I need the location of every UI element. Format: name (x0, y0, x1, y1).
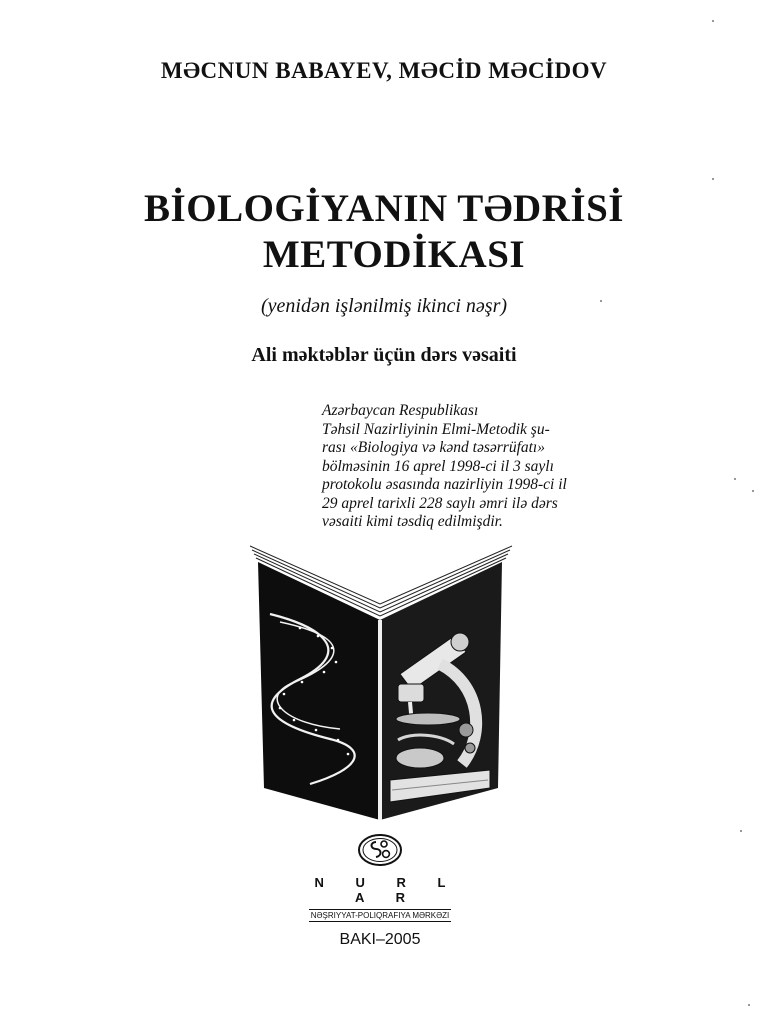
approval-line: Təhsil Nazirliyinin Elmi-Metodik şu- (322, 420, 550, 438)
approval-line: protokolu əsasında nazirliyin 1998-ci il (322, 476, 567, 493)
publisher-name: N U R L A R (314, 875, 460, 905)
place-and-year: BAKI–2005 (339, 931, 421, 948)
approval-line: vəsaiti kimi təsdiq edilmişdir. (322, 513, 503, 530)
approval-note (322, 402, 682, 532)
nurlar-logo-icon (356, 832, 404, 868)
approval-line: 29 aprel tarixli 228 saylı əmri ilə dərs (322, 494, 558, 512)
approval-line: Azərbaycan Respublikası (322, 402, 479, 419)
book-title-line-1: BİOLOGİYANIN TƏDRİSİ (144, 187, 624, 230)
book-title-line-2: METODİKASI (262, 233, 526, 276)
publisher-subtitle: NƏŞRIYYAT-POLIQRAFIYA MƏRKƏZI (310, 911, 450, 920)
authors: MƏCNUN BABAYEV, MƏCİD MƏCİDOV (160, 58, 608, 83)
approval-line: bölməsinin 16 aprel 1998-ci il 3 saylı (322, 457, 554, 475)
approval-line: rası «Biologiya və kənd təsərrüfatı» (322, 439, 545, 456)
publisher-block (290, 832, 470, 949)
book-with-dna-helix-and-microscope-icon (240, 544, 520, 834)
book-type: Ali məktəblər üçün dərs vəsaiti (251, 344, 517, 366)
edition-note: (yenidən işlənilmiş ikinci nəşr) (260, 295, 508, 317)
